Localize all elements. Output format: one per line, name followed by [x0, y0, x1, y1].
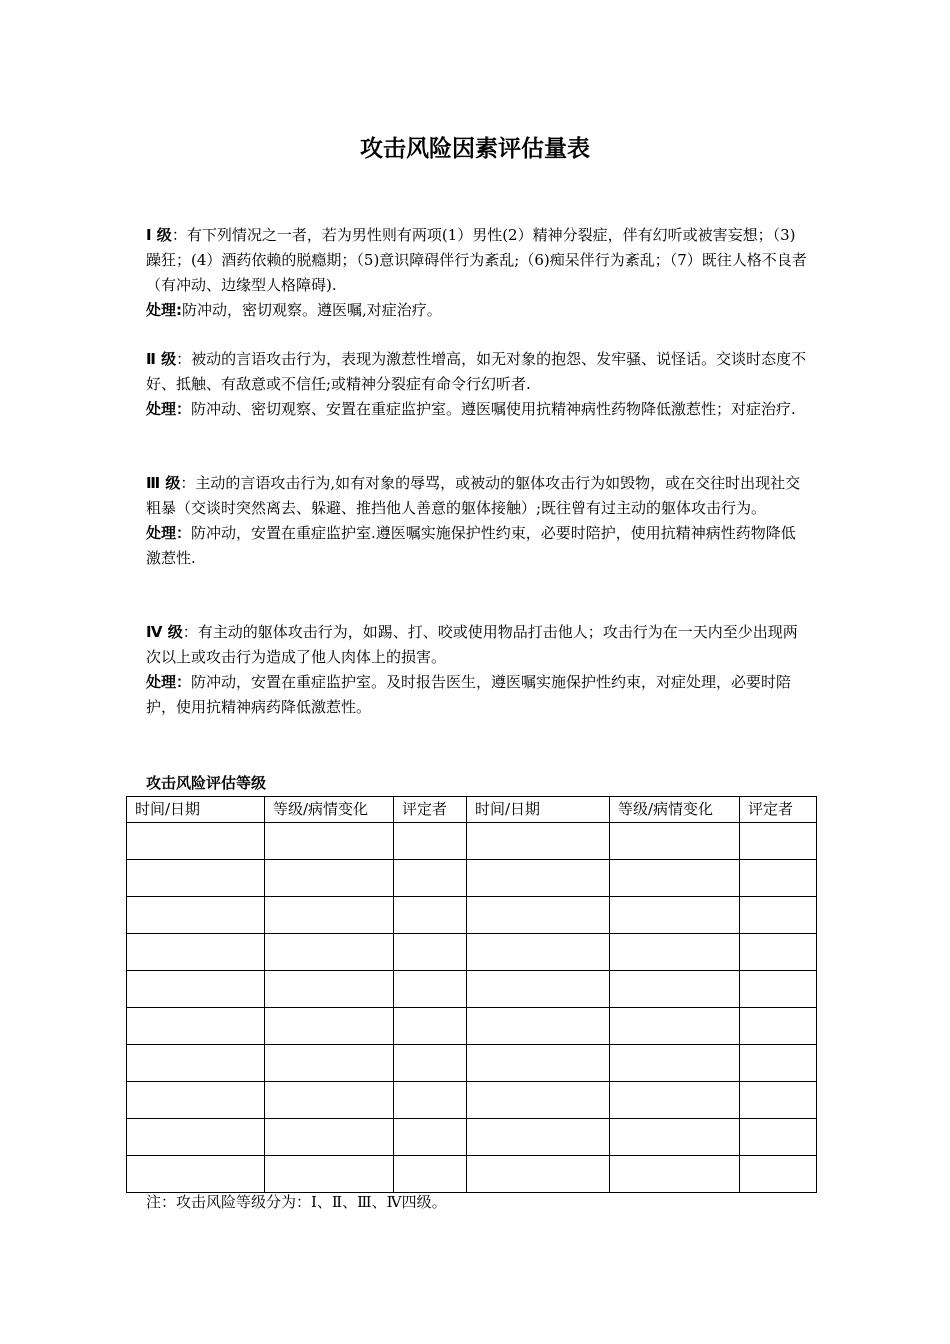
table-header-row	[127, 797, 817, 823]
table-cell[interactable]	[740, 860, 817, 897]
level-2-text: ：被动的言语攻击行为，表现为激惹性增高，如无对象的抱怨、发牢骚、说怪话。交谈时态度不好、抵触、有敌意或不信任;或精神分裂症有命令行幻听者.	[146, 350, 807, 393]
table-cell[interactable]	[265, 1008, 394, 1045]
table-cell[interactable]	[467, 1045, 610, 1082]
table-cell[interactable]	[740, 1045, 817, 1082]
level-2-section	[146, 347, 810, 422]
table-cell[interactable]	[127, 1008, 265, 1045]
table-cell[interactable]	[740, 1008, 817, 1045]
header-time-date: 时间/日期	[127, 797, 265, 823]
table-row	[127, 823, 817, 860]
table-cell[interactable]	[467, 860, 610, 897]
table-cell[interactable]	[610, 897, 740, 934]
header-assessor-2: 评定者	[740, 797, 817, 823]
table-cell[interactable]	[610, 1082, 740, 1119]
table-cell[interactable]	[467, 971, 610, 1008]
table-cell[interactable]	[610, 1008, 740, 1045]
table-cell[interactable]	[610, 823, 740, 860]
table-row	[127, 934, 817, 971]
header-level-condition: 等级/病情变化	[265, 797, 394, 823]
table-cell[interactable]	[265, 823, 394, 860]
table-row	[127, 1119, 817, 1156]
table-cell[interactable]	[127, 1119, 265, 1156]
level-1-label: Ⅰ 级	[146, 226, 172, 244]
table-cell[interactable]	[740, 1156, 817, 1193]
table-cell[interactable]	[265, 860, 394, 897]
table-row	[127, 1045, 817, 1082]
level-3-treatment-text: 防冲动，安置在重症监护室.遵医嘱实施保护性约束，必要时陪护，使用抗精神病性药物降低激惹性.	[146, 524, 796, 567]
level-3-text: ：主动的言语攻击行为,如有对象的辱骂，或被动的躯体攻击行为如毁物，或在交往时出现社交粗暴（交谈时突然离去、躲避、推挡他人善意的躯体接触）;既往曾有过主动的躯体攻击行为。	[146, 474, 801, 517]
header-level-condition-2: 等级/病情变化	[610, 797, 740, 823]
level-1-description	[146, 223, 810, 298]
table-row	[127, 897, 817, 934]
header-assessor: 评定者	[394, 797, 467, 823]
level-2-treatment	[146, 397, 810, 422]
level-3-treatment	[146, 521, 810, 571]
table-cell[interactable]	[394, 1008, 467, 1045]
table-cell[interactable]	[610, 860, 740, 897]
table-cell[interactable]	[394, 823, 467, 860]
table-cell[interactable]	[265, 1045, 394, 1082]
table-cell[interactable]	[394, 1119, 467, 1156]
level-1-treatment	[146, 298, 810, 323]
table-cell[interactable]	[394, 1156, 467, 1193]
table-cell[interactable]	[740, 934, 817, 971]
level-3-treatment-label: 处理：	[146, 524, 192, 542]
table-cell[interactable]	[127, 860, 265, 897]
level-1-text: ：有下列情况之一者，若为男性则有两项(1）男性(2）精神分裂症，伴有幻听或被害妄想；（3)躁狂；(4）酒药依赖的脱瘾期；（5)意识障碍伴行为紊乱;（6)痴呆伴行为紊乱；（7）既往人格不良者（有冲动、边缘型人格障碍).	[146, 226, 807, 294]
table-cell[interactable]	[610, 934, 740, 971]
level-3-section	[146, 471, 810, 571]
table-cell[interactable]	[127, 971, 265, 1008]
page-title: 攻击风险因素评估量表	[360, 136, 590, 162]
level-4-treatment	[146, 670, 810, 720]
table-cell[interactable]	[265, 897, 394, 934]
level-4-section	[146, 620, 810, 720]
table-cell[interactable]	[467, 897, 610, 934]
table-cell[interactable]	[127, 1045, 265, 1082]
table-cell[interactable]	[127, 934, 265, 971]
table-cell[interactable]	[394, 934, 467, 971]
table-title: 攻击风险评估等级	[146, 774, 267, 792]
table-cell[interactable]	[740, 1119, 817, 1156]
table-cell[interactable]	[467, 1119, 610, 1156]
assessment-table	[126, 796, 817, 1193]
table-cell[interactable]	[394, 1045, 467, 1082]
level-2-treatment-text: 防冲动、密切观察、安置在重症监护室。遵医嘱使用抗精神病性药物降低激惹性；对症治疗.	[191, 400, 796, 418]
table-cell[interactable]	[740, 971, 817, 1008]
table-cell[interactable]	[127, 897, 265, 934]
table-cell[interactable]	[394, 860, 467, 897]
table-cell[interactable]	[265, 1082, 394, 1119]
level-2-description	[146, 347, 810, 397]
level-4-text: ：有主动的躯体攻击行为，如踢、打、咬或使用物品打击他人；攻击行为在一天内至少出现两次以上或攻击行为造成了他人肉体上的损害。	[146, 623, 798, 666]
table-body	[127, 823, 817, 1193]
level-2-treatment-label: 处理：	[146, 400, 192, 418]
table-cell[interactable]	[394, 971, 467, 1008]
table-cell[interactable]	[740, 897, 817, 934]
footnote: 注：攻击风险等级分为：Ⅰ、Ⅱ、Ⅲ、Ⅳ四级。	[146, 1193, 447, 1211]
table-cell[interactable]	[394, 1082, 467, 1119]
level-2-label: Ⅱ 级	[146, 350, 177, 368]
table-cell[interactable]	[467, 823, 610, 860]
table-cell[interactable]	[265, 1119, 394, 1156]
table-cell[interactable]	[610, 1119, 740, 1156]
table-row	[127, 860, 817, 897]
level-3-label: Ⅲ 级	[146, 474, 181, 492]
table-row	[127, 971, 817, 1008]
table-cell[interactable]	[127, 823, 265, 860]
table-cell[interactable]	[467, 1008, 610, 1045]
level-1-treatment-text: 防冲动，密切观察。遵医嘱,对症治疗。	[182, 301, 442, 319]
table-cell[interactable]	[740, 823, 817, 860]
table-row	[127, 1082, 817, 1119]
table-cell[interactable]	[610, 1156, 740, 1193]
table-cell[interactable]	[127, 1156, 265, 1193]
level-4-description	[146, 620, 810, 670]
table-row	[127, 1008, 817, 1045]
table-cell[interactable]	[265, 1156, 394, 1193]
level-4-treatment-label: 处理：	[146, 673, 192, 691]
level-1-treatment-label: 处理:	[146, 301, 182, 319]
level-4-label: Ⅳ 级	[146, 623, 183, 641]
table-cell[interactable]	[127, 1082, 265, 1119]
table-cell[interactable]	[265, 934, 394, 971]
table-cell[interactable]	[740, 1082, 817, 1119]
table-cell[interactable]	[610, 971, 740, 1008]
table-row	[127, 1156, 817, 1193]
level-4-treatment-text: 防冲动，安置在重症监护室。及时报告医生，遵医嘱实施保护性约束，对症处理，必要时陪护，使用抗精神病药降低激惹性。	[146, 673, 792, 716]
table-cell[interactable]	[610, 1045, 740, 1082]
level-3-description	[146, 471, 810, 521]
table-cell[interactable]	[467, 934, 610, 971]
level-1-section	[146, 223, 810, 323]
header-time-date-2: 时间/日期	[467, 797, 610, 823]
table-cell[interactable]	[467, 1082, 610, 1119]
table-cell[interactable]	[265, 971, 394, 1008]
table-cell[interactable]	[467, 1156, 610, 1193]
table-cell[interactable]	[394, 897, 467, 934]
